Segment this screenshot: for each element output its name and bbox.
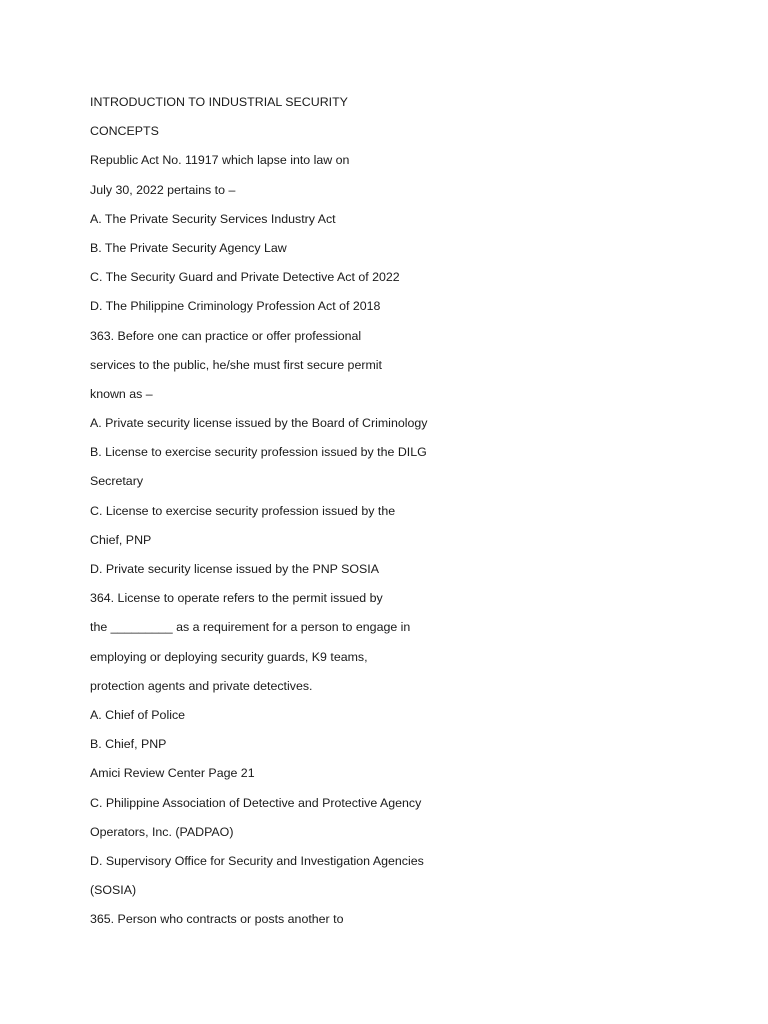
question-text: known as – (90, 386, 153, 401)
question-text: services to the public, he/she must first secure permit (90, 357, 382, 372)
answer-option: A. Private security license issued by the Board of Criminology (90, 416, 428, 431)
question-text: employing or deploying security guards, K9 teams, (90, 649, 368, 664)
answer-option: (SOSIA) (90, 883, 137, 898)
question-text: 364. License to operate refers to the permit issued by (90, 591, 383, 606)
answer-option: B. License to exercise security profession issued by the DILG (90, 445, 427, 460)
answer-option: Secretary (90, 474, 144, 489)
page-footer: Amici Review Center Page 21 (90, 766, 255, 781)
question-text: 365. Person who contracts or posts another to (90, 912, 344, 927)
document-text (90, 92, 730, 938)
answer-option: D. Supervisory Office for Security and Investigation Agencies (90, 853, 424, 868)
answer-option: C. The Security Guard and Private Detective Act of 2022 (90, 270, 400, 285)
answer-option: D. The Philippine Criminology Profession Act of 2018 (90, 299, 381, 314)
question-text: the _________ as a requirement for a person to engage in (90, 620, 411, 635)
answer-option: B. Chief, PNP (90, 737, 167, 752)
answer-option: A. Chief of Police (90, 707, 186, 722)
question-text: protection agents and private detectives. (90, 678, 313, 693)
answer-option: B. The Private Security Agency Law (90, 240, 287, 255)
answer-option: D. Private security license issued by the PNP SOSIA (90, 562, 380, 576)
answer-option: C. License to exercise security profession issued by the (90, 503, 396, 518)
heading-subtitle: CONCEPTS (90, 124, 159, 139)
answer-option: C. Philippine Association of Detective and Protective Agency (90, 795, 422, 810)
question-text: Republic Act No. 11917 which lapse into law on (90, 153, 350, 168)
answer-option: Operators, Inc. (PADPAO) (90, 824, 234, 839)
answer-option: Chief, PNP (90, 532, 152, 547)
heading-title: INTRODUCTION TO INDUSTRIAL SECURITY (90, 95, 348, 109)
answer-option: A. The Private Security Services Industry Act (90, 211, 336, 226)
question-text: July 30, 2022 pertains to – (90, 182, 236, 197)
question-text: 363. Before one can practice or offer professional (90, 328, 362, 343)
